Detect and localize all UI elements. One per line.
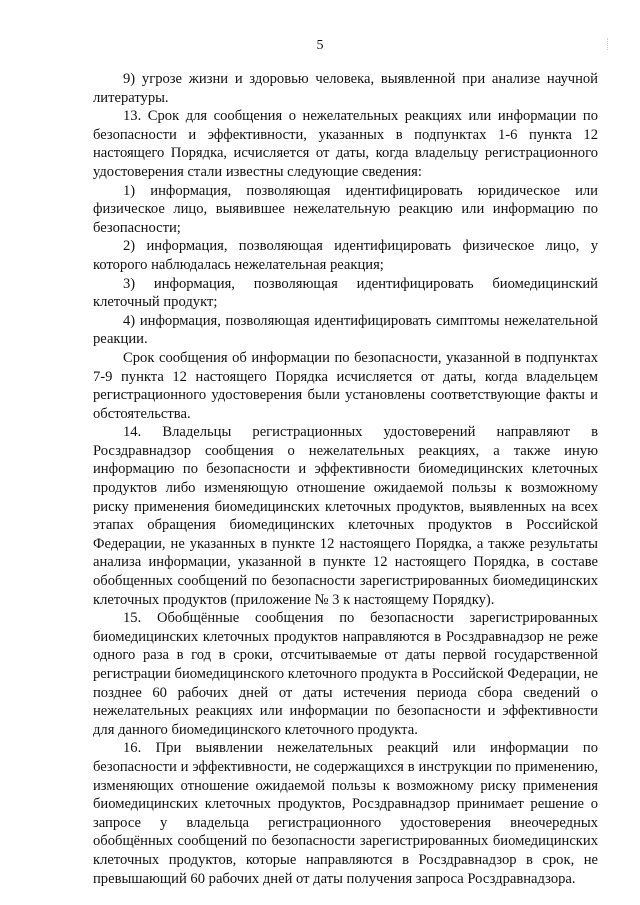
page-number: 5: [316, 38, 324, 53]
paragraph-item-9: 9) угрозе жизни и здоровью человека, выявленной при анализе научной литературы.: [93, 71, 598, 106]
paragraph-14: 14. Владельцы регистрационных удостоверений направляют в Росздравнадзор сообщения о нежелательных реакциях, а также иную информацию по безопасности и эффективности биомедицинских клеточных продуктов либо изменяющую отношение ожидаемой пользы к возможному риску применения биомедицинских клеточных продуктов, выявленных на всех этапах обращения биомедицинских клеточных продуктов в Российской Федерации, не указанных в пункте 12 настоящего Порядка, а также результаты анализа информации, указанной в пункте 12 настоящего Порядка, в составе обобщенных сообщений по безопасности зарегистрированных биомедицинских клеточных продуктов (приложение № 3 к настоящему Порядку).: [93, 424, 598, 608]
paragraph-16: 16. При выявлении нежелательных реакций или информации по безопасности и эффективности, не содержащихся в инструкции по применению, изменяющих отношение ожидаемой пользы к возможному риску применения биомедицинских клеточных продуктов, Росздравнадзор принимает решение о запросе у владельца регистрационного удостоверения внеочередных обобщённых сообщений по безопасности зарегистрированных биомедицинских клеточных продуктов, которые направляются в Росздравнадзор в срок, не превышающий 60 рабочих дней от даты получения запроса Росздравнадзора.: [93, 740, 598, 887]
paragraph-13-item-1: 1) информация, позволяющая идентифицировать юридическое или физическое лицо, выявившее нежелательную реакцию или информацию по безопасности;: [93, 182, 598, 236]
paragraph-13-deadline: Срок сообщения об информации по безопасности, указанной в подпунктах 7-9 пункта 12 настоящего Порядка исчисляется от даты, когда владельцем регистрационного удостоверения были установлены соответствующие факты и обстоятельства.: [93, 349, 598, 422]
paragraph-13-item-2: 2) информация, позволяющая идентифицировать физическое лицо, у которого наблюдалась нежелательная реакция;: [93, 238, 598, 273]
paragraph-15: 15. Обобщённые сообщения по безопасности зарегистрированных биомедицинских клеточных продуктов направляются в Росздравнадзор не реже одного раза в год в сроки, отсчитываемые от даты первой государственной регистрации биомедицинского клеточного продукта в Российской Федерации, не позднее 60 рабочих дней от даты истечения периода сбора сведений о нежелательных реакциях или информации по безопасности и эффективности для данного биомедицинского клеточного продукта.: [93, 610, 598, 738]
paragraph-13-item-3: 3) информация, позволяющая идентифицировать биомедицинский клеточный продукт;: [93, 275, 598, 311]
paragraph-13: 13. Срок для сообщения о нежелательных реакциях или информации по безопасности и эффективности, указанных в подпунктах 1-6 пункта 12 настоящего Порядка, исчисляется от даты, когда владельцу регистрационного удостоверения стали известны следующие сведения:: [93, 108, 598, 180]
paragraph-13-item-4: 4) информация, позволяющая идентифицировать симптомы нежелательной реакции.: [93, 312, 598, 348]
document-body: [93, 70, 598, 888]
